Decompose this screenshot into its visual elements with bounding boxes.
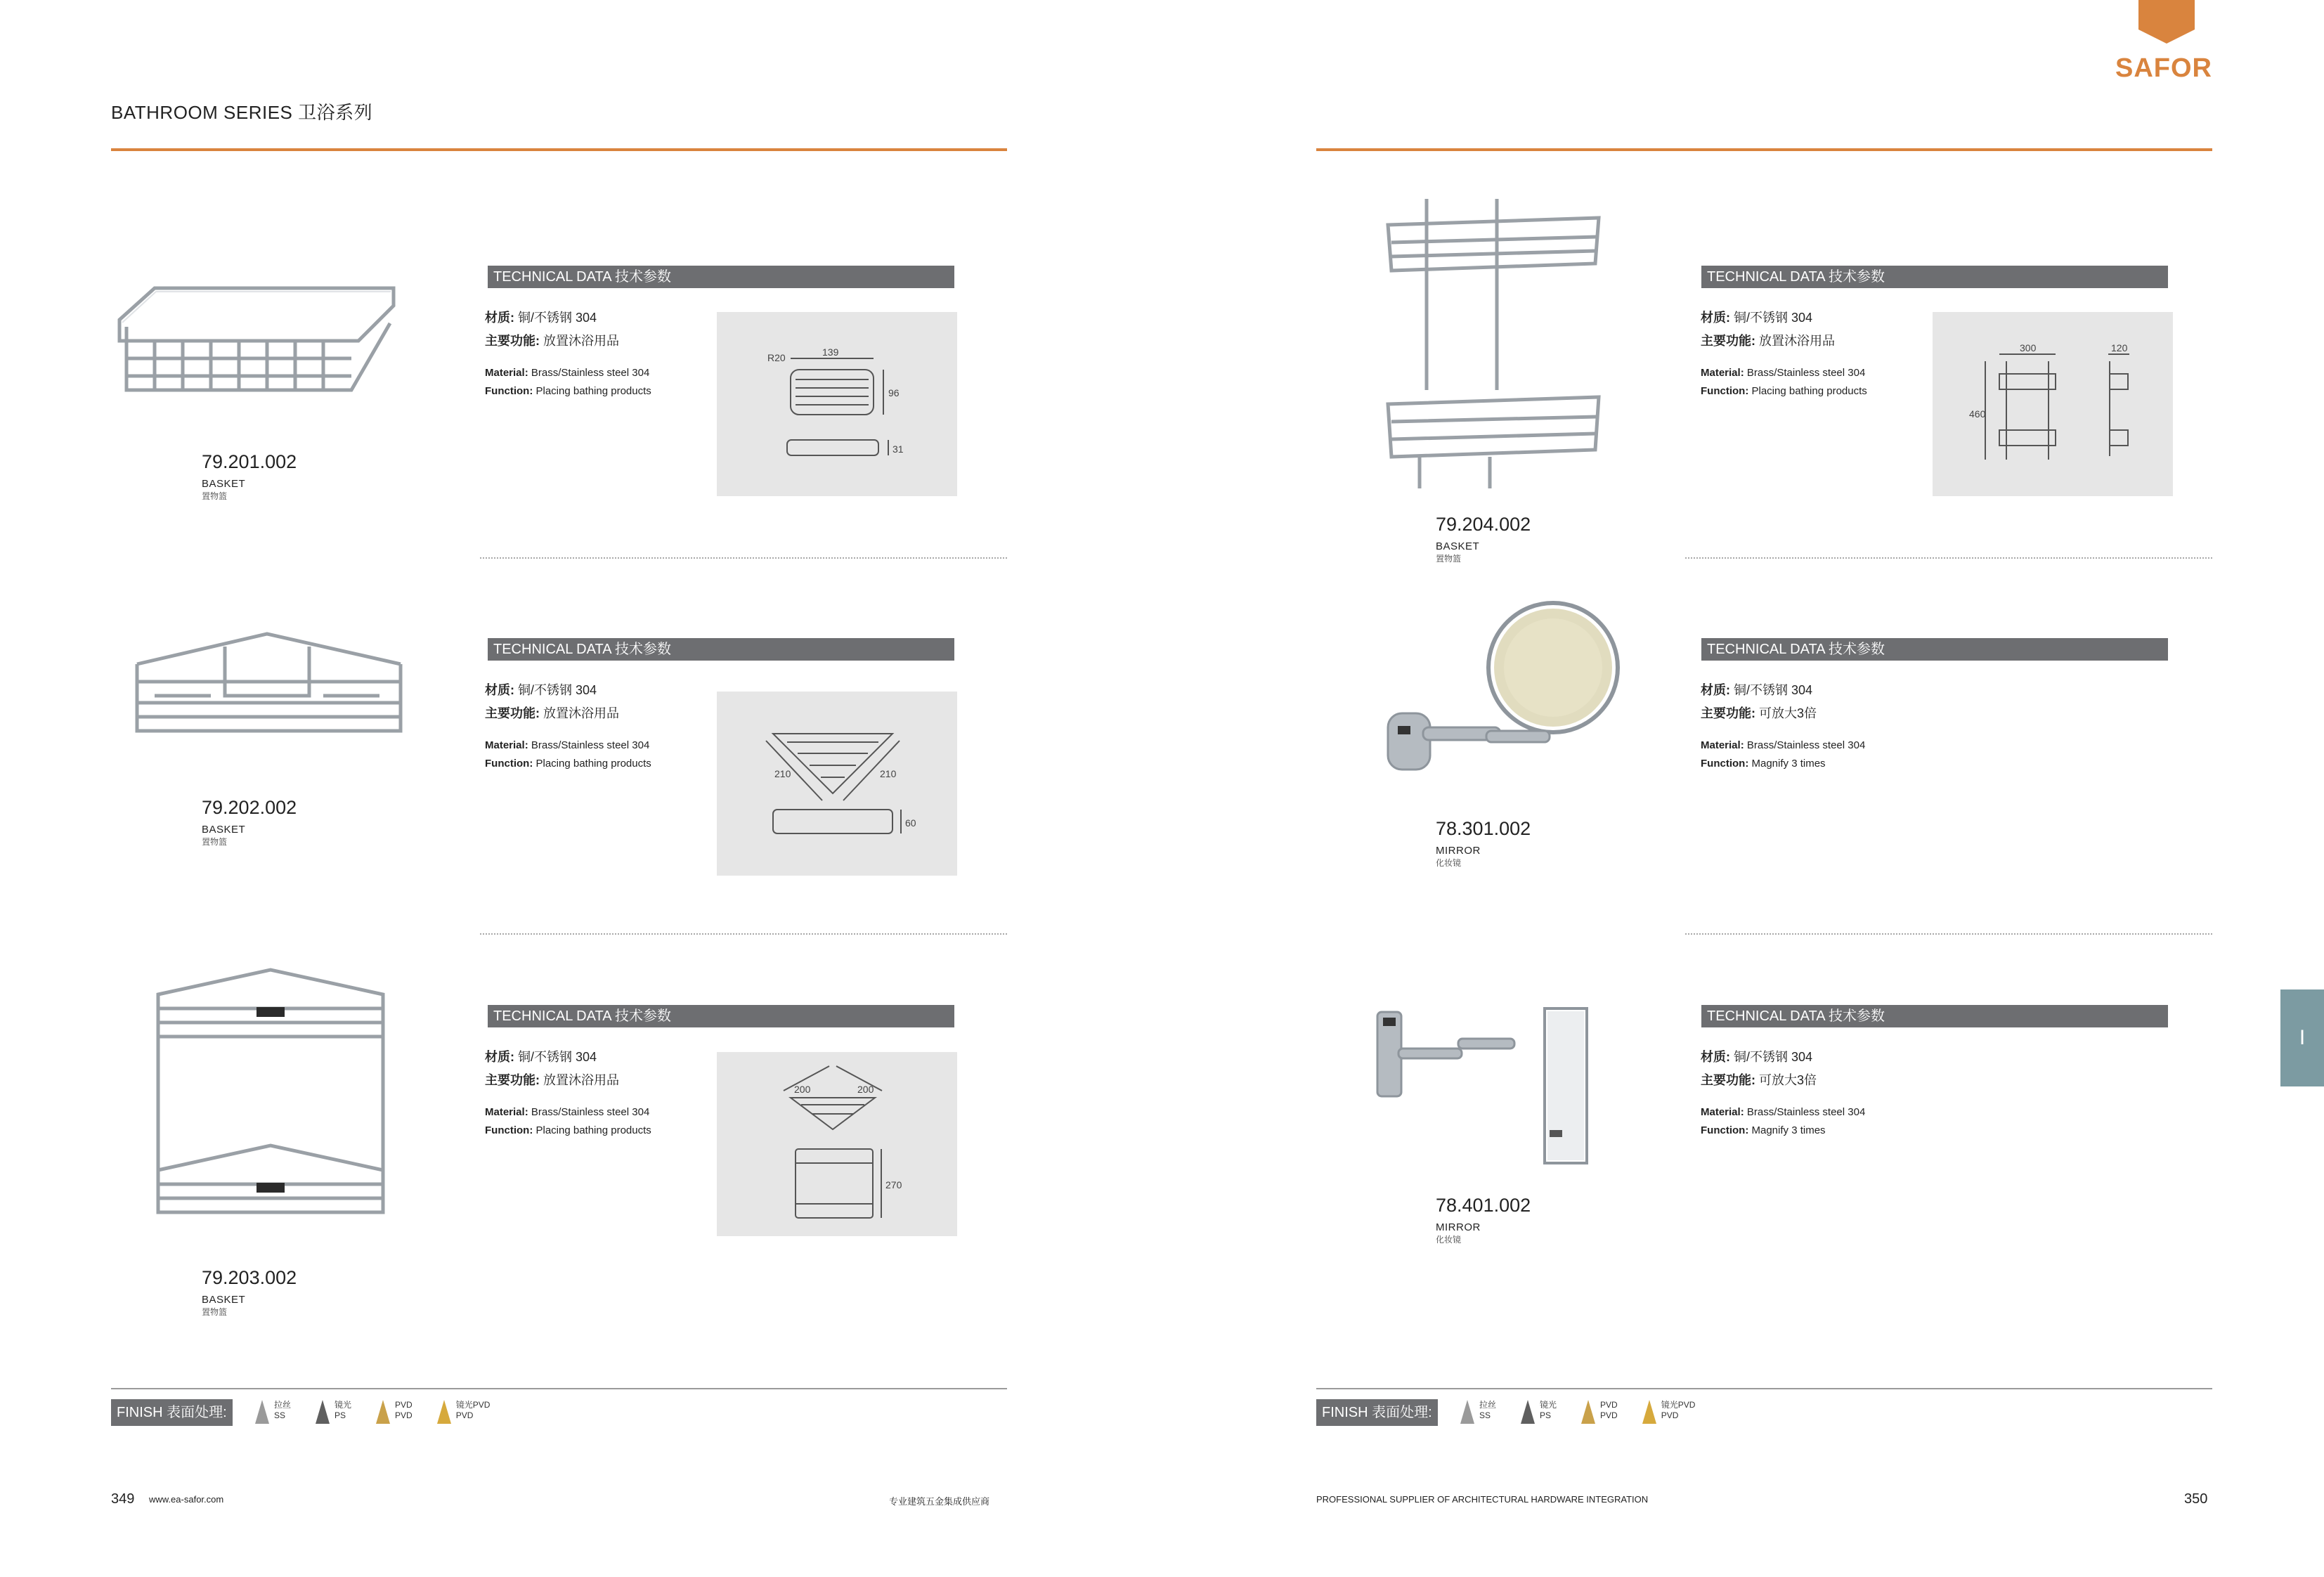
- finish-cn: PVD: [395, 1400, 413, 1410]
- finish-cn: 拉丝: [274, 1400, 292, 1410]
- product-code: 79.201.002: [202, 451, 297, 472]
- spec-en: [1701, 736, 1865, 773]
- finish-rule: [111, 1388, 1007, 1389]
- dimension-label: 460: [1969, 408, 1986, 420]
- finish-option-pvd: [1580, 1400, 1618, 1425]
- product-category-en: BASKET: [202, 824, 246, 836]
- dimension-label: 96: [888, 387, 900, 398]
- finish-option-ps: [1520, 1400, 1557, 1425]
- dimension-label: 210: [880, 768, 897, 779]
- spec-cn: [1701, 1046, 1817, 1092]
- product-image-rectangle-mirror: [1370, 998, 1588, 1174]
- product-code: 78.401.002: [1436, 1195, 1531, 1216]
- material-label: 材质:: [485, 683, 514, 697]
- function-value: 可放大3倍: [1759, 706, 1817, 720]
- technical-drawing: [717, 692, 957, 876]
- finish-option-mirror-pvd: [436, 1400, 491, 1425]
- material-value: Brass/Stainless steel 304: [1746, 739, 1866, 751]
- technical-data-header: TECHNICAL DATA 技术参数: [1701, 1005, 2168, 1027]
- function-label: Function:: [1701, 385, 1749, 397]
- finish-cn: 拉丝: [1479, 1400, 1497, 1410]
- finish-rule: [1316, 1388, 2212, 1389]
- divider: [1685, 557, 2212, 559]
- function-value: Placing bathing products: [535, 1124, 651, 1136]
- product-code: 79.202.002: [202, 797, 297, 818]
- material-value: Brass/Stainless steel 304: [1746, 367, 1866, 379]
- function-value: Magnify 3 times: [1751, 1124, 1826, 1136]
- function-value: Placing bathing products: [535, 758, 651, 770]
- finish-cn: 镜光: [1540, 1400, 1557, 1410]
- dimension-label: 60: [905, 817, 916, 829]
- header-rule-right: [1316, 148, 2212, 151]
- material-value: Brass/Stainless steel 304: [531, 739, 650, 751]
- brand-name: SAFOR: [2115, 53, 2212, 83]
- material-label: Material:: [1701, 739, 1744, 751]
- dimension-label: 31: [892, 443, 904, 455]
- material-value: Brass/Stainless steel 304: [531, 367, 650, 379]
- page-number-right: 350: [2184, 1491, 2208, 1507]
- material-label: 材质:: [1701, 1050, 1730, 1064]
- material-value: 铜/不锈钢 304: [1734, 1050, 1813, 1064]
- finish-option-ss: [1460, 1400, 1496, 1425]
- spec-en: [485, 364, 651, 401]
- dimension-label: 200: [794, 1084, 811, 1095]
- website-link[interactable]: www.ea-safor.com: [149, 1494, 224, 1505]
- product-category-cn: 置物篮: [202, 491, 228, 501]
- material-label: Material:: [485, 367, 528, 379]
- product-image-round-mirror: [1381, 597, 1627, 815]
- section-tab-label: I: [2299, 1026, 2306, 1049]
- series-title: BATHROOM SERIES 卫浴系列: [111, 102, 373, 123]
- material-value: 铜/不锈钢 304: [1734, 311, 1813, 325]
- header-rule-left: [111, 148, 1007, 151]
- function-label: Function:: [1701, 1124, 1749, 1136]
- finish-cn: PVD: [1600, 1400, 1618, 1410]
- function-label: 主要功能:: [485, 334, 540, 348]
- technical-drawing: [717, 1052, 957, 1236]
- divider: [1685, 933, 2212, 935]
- finish-option-ss: [254, 1400, 291, 1425]
- product-code: 79.203.002: [202, 1267, 297, 1288]
- finish-options: [1460, 1400, 1695, 1425]
- function-label: Function:: [485, 758, 533, 770]
- technical-data-header: TECHNICAL DATA 技术参数: [488, 1005, 954, 1027]
- function-label: Function:: [485, 385, 533, 397]
- product-category-en: BASKET: [1436, 540, 1480, 552]
- material-label: 材质:: [1701, 311, 1730, 325]
- product-category-cn: 置物篮: [1436, 554, 1462, 564]
- technical-data-header: TECHNICAL DATA 技术参数: [488, 266, 954, 288]
- function-label: 主要功能:: [1701, 334, 1755, 348]
- product-category-en: MIRROR: [1436, 845, 1481, 857]
- dimension-label: 139: [822, 346, 839, 358]
- spec-cn: [485, 679, 619, 725]
- technical-drawing: [717, 312, 957, 496]
- product-image-corner-basket: [126, 625, 408, 745]
- dimension-label: 200: [857, 1084, 874, 1095]
- spec-cn: [485, 1046, 619, 1092]
- spec-en: [1701, 364, 1867, 401]
- divider: [480, 557, 1007, 559]
- finish-en: PVD: [1600, 1410, 1618, 1420]
- finish-cn: 镜光: [335, 1400, 352, 1410]
- material-label: Material:: [1701, 1106, 1744, 1118]
- dimension-label: 210: [774, 768, 791, 779]
- material-value: 铜/不锈钢 304: [518, 1050, 597, 1064]
- right-tagline: PROFESSIONAL SUPPLIER OF ARCHITECTURAL HARDWARE INTEGRATION: [1316, 1494, 1649, 1505]
- product-category-cn: 化妆镜: [1436, 1235, 1462, 1245]
- function-label: Function:: [485, 1124, 533, 1136]
- section-tab[interactable]: [2280, 989, 2324, 1086]
- product-image-double-corner-basket: [151, 966, 390, 1240]
- material-value: 铜/不锈钢 304: [518, 683, 597, 697]
- page-number-left: 349: [111, 1491, 135, 1507]
- dimension-label: 120: [2111, 342, 2128, 353]
- finish-label: FINISH 表面处理:: [111, 1399, 233, 1426]
- finish-cn: 镜光PVD: [1661, 1400, 1696, 1410]
- technical-data-header: TECHNICAL DATA 技术参数: [488, 638, 954, 661]
- product-category-cn: 置物篮: [202, 837, 228, 847]
- spec-en: [485, 1103, 651, 1140]
- finish-en: SS: [274, 1410, 286, 1420]
- finish-en: PVD: [455, 1410, 474, 1420]
- finish-en: SS: [1479, 1410, 1491, 1420]
- technical-data-header: TECHNICAL DATA 技术参数: [1701, 266, 2168, 288]
- function-value: 放置沐浴用品: [543, 706, 620, 720]
- material-value: Brass/Stainless steel 304: [531, 1106, 650, 1118]
- function-label: 主要功能:: [1701, 1073, 1755, 1087]
- spec-cn: [1701, 679, 1817, 725]
- material-value: 铜/不锈钢 304: [518, 311, 597, 325]
- technical-data-header: TECHNICAL DATA 技术参数: [1701, 638, 2168, 661]
- product-category-en: BASKET: [202, 1294, 246, 1306]
- finish-label: FINISH 表面处理:: [1316, 1399, 1438, 1426]
- product-category-en: MIRROR: [1436, 1221, 1481, 1233]
- finish-en: PS: [1540, 1410, 1552, 1420]
- function-value: Placing bathing products: [535, 385, 651, 397]
- material-label: Material:: [485, 1106, 528, 1118]
- material-label: Material:: [485, 739, 528, 751]
- function-value: Magnify 3 times: [1751, 758, 1826, 770]
- material-label: 材质:: [1701, 683, 1730, 697]
- divider: [480, 933, 1007, 935]
- product-category-cn: 置物篮: [202, 1307, 228, 1317]
- finish-options: [254, 1400, 490, 1425]
- function-value: 放置沐浴用品: [543, 334, 620, 348]
- finish-option-pvd: [375, 1400, 413, 1425]
- finish-cn: 镜光PVD: [455, 1400, 491, 1410]
- material-value: Brass/Stainless steel 304: [1746, 1106, 1866, 1118]
- product-code: 78.301.002: [1436, 818, 1531, 839]
- function-label: 主要功能:: [1701, 706, 1755, 720]
- function-value: 可放大3倍: [1759, 1073, 1817, 1087]
- material-label: 材质:: [485, 311, 514, 325]
- finish-option-mirror-pvd: [1642, 1400, 1696, 1425]
- material-label: Material:: [1701, 367, 1744, 379]
- material-value: 铜/不锈钢 304: [1734, 683, 1813, 697]
- material-label: 材质:: [485, 1050, 514, 1064]
- product-category-cn: 化妆镜: [1436, 858, 1462, 868]
- function-value: 放置沐浴用品: [1759, 334, 1836, 348]
- dimension-label: R20: [767, 352, 786, 363]
- spec-en: [1701, 1103, 1865, 1140]
- product-image-basket: [112, 271, 401, 418]
- dimension-label: 300: [2020, 342, 2037, 353]
- product-category-en: BASKET: [202, 478, 246, 490]
- finish-en: PVD: [395, 1410, 413, 1420]
- product-image-double-basket: [1384, 193, 1602, 502]
- left-tagline: 专业建筑五金集成供应商: [889, 1496, 990, 1507]
- function-value: 放置沐浴用品: [543, 1073, 620, 1087]
- finish-en: PS: [335, 1410, 346, 1420]
- finish-option-ps: [315, 1400, 351, 1425]
- spec-en: [485, 736, 651, 773]
- function-label: Function:: [1701, 758, 1749, 770]
- function-label: 主要功能:: [485, 706, 540, 720]
- dimension-label: 270: [885, 1179, 902, 1190]
- technical-drawing: [1933, 312, 2173, 496]
- product-code: 79.204.002: [1436, 514, 1531, 535]
- spec-cn: [1701, 306, 1835, 353]
- function-label: 主要功能:: [485, 1073, 540, 1087]
- spec-cn: [485, 306, 619, 353]
- finish-en: PVD: [1661, 1410, 1679, 1420]
- function-value: Placing bathing products: [1751, 385, 1867, 397]
